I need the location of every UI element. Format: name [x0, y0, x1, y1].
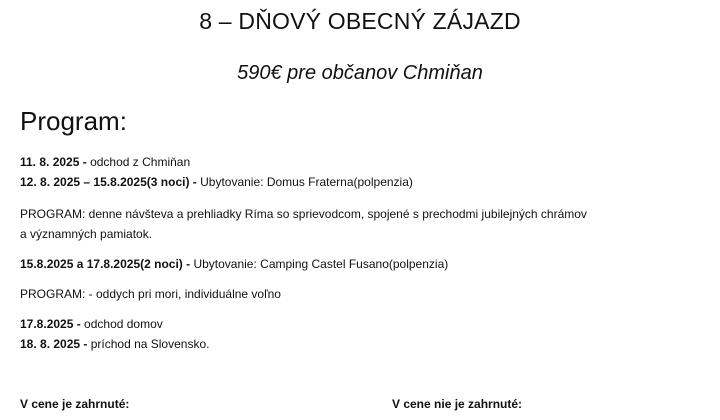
itinerary-date: 17.8.2025 - [20, 317, 81, 331]
trip-title: 8 – DŇOVÝ OBECNÝ ZÁJAZD [199, 8, 521, 34]
itinerary-line [20, 175, 413, 189]
program-heading: Program: [20, 106, 127, 136]
itinerary-date: 12. 8. 2025 – 15.8.2025(3 noci) - [20, 175, 197, 189]
itinerary-date: 15.8.2025 a 17.8.2025(2 noci) - [20, 257, 191, 271]
itinerary-line [20, 155, 190, 169]
itinerary-text: odchod z Chmiňan [86, 155, 191, 169]
program-text: a významných pamiatok. [20, 227, 153, 241]
itinerary-date: 18. 8. 2025 - [20, 337, 88, 351]
itinerary-text: Ubytovanie: Domus Fraterna(polpenzia) [196, 175, 413, 189]
program-text: PROGRAM: denne návšteva a prehliadky Ríma so sprievodcom, spojené s prechodmi jubilejných chrámov [20, 207, 587, 221]
included-heading: V cene je zahrnuté: [20, 397, 130, 411]
program-text: PROGRAM: - oddych pri mori, individuálne voľno [20, 287, 281, 301]
itinerary-text: odchod domov [80, 317, 163, 331]
itinerary-text: Ubytovanie: Camping Castel Fusano(polpenzia) [190, 257, 449, 271]
not-included-heading: V cene nie je zahrnuté: [392, 397, 523, 411]
itinerary-text: príchod na Slovensko. [87, 337, 210, 351]
program-line [20, 287, 281, 301]
itinerary-date: 11. 8. 2025 - [20, 155, 87, 169]
itinerary-line [20, 317, 163, 331]
price-subtitle: 590€ pre občanov Chmiňan [237, 62, 483, 84]
program-line [20, 227, 152, 241]
itinerary-line [20, 337, 209, 351]
itinerary-line [20, 257, 448, 271]
program-line [20, 207, 587, 221]
